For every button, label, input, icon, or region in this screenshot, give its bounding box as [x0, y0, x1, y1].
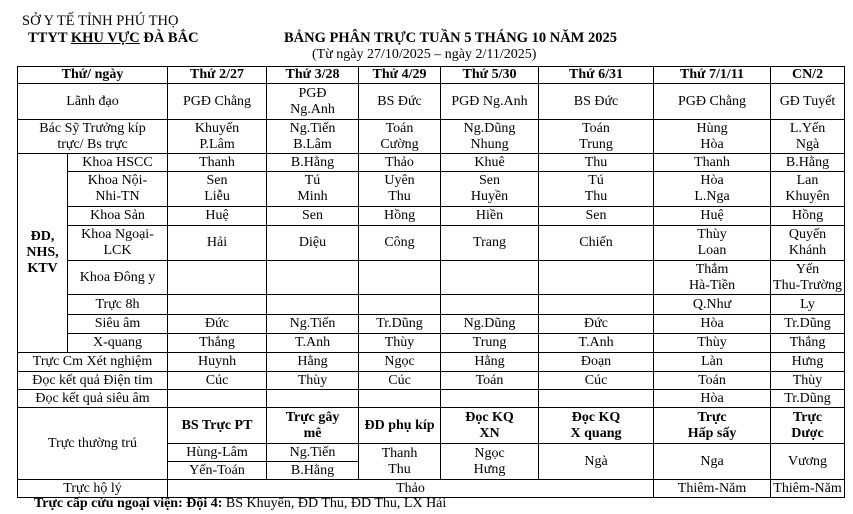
footer-text: BS Khuyến, ĐD Thu, ĐD Thu, LX Hải	[222, 496, 447, 511]
cell: Tr.Dũng	[771, 315, 845, 334]
day-header: Thứ 3/28	[267, 67, 359, 84]
footer-bold: Trực cấp cứu ngoại viện: Đội 4:	[34, 496, 223, 511]
cell: Đoạn	[539, 353, 654, 372]
sub-label: Siêu âm	[68, 315, 168, 334]
cell: B.Hằng	[771, 154, 845, 172]
cell: Lan Khuyên	[771, 172, 845, 207]
date-range-subtitle: (Từ ngày 27/10/2025 – ngày 2/11/2025)	[312, 47, 537, 62]
cell: PGĐ Chằng	[168, 84, 267, 120]
cell	[539, 261, 654, 295]
org-underlined: KHU VỰC	[70, 30, 140, 46]
cell: Chiến	[539, 226, 654, 261]
row-x-quang	[18, 334, 845, 353]
day-header: Thứ 4/29	[359, 67, 441, 84]
row-bac-sy	[18, 120, 845, 154]
page-title: BẢNG PHÂN TRỰC TUẦN 5 THÁNG 10 NĂM 2025	[284, 30, 617, 46]
cell: Huynh	[168, 353, 267, 372]
cell: Ng.Dũng Nhung	[441, 120, 539, 154]
cell: Hòa L.Nga	[654, 172, 771, 207]
org-prefix: TTYT	[28, 30, 71, 46]
corner-label: Thứ/ ngày	[18, 67, 168, 84]
sub-label: Khoa Đông y	[68, 261, 168, 295]
sub-header: Trực Hấp sấy	[654, 408, 771, 444]
cell: Thắm Hà-Tiền	[654, 261, 771, 295]
cell: PGĐ Ng.Anh	[441, 84, 539, 120]
row-khoa-ngoai	[18, 226, 845, 261]
cell: Ng.Tiến	[267, 315, 359, 334]
row-label: Bác Sỹ Trưởng kíp trực/ Bs trực	[18, 120, 168, 154]
row-truc-8h	[18, 295, 845, 315]
cell: PGĐ Ng.Anh	[267, 84, 359, 120]
cell: Sen Liễu	[168, 172, 267, 207]
cell: B.Hằng	[267, 154, 359, 172]
cell	[359, 261, 441, 295]
cell: Yến-Toán	[168, 462, 267, 480]
row-label: Trực hộ lý	[18, 480, 168, 498]
duty-roster-table	[17, 66, 845, 498]
row-label: Trực thường trú	[18, 408, 168, 480]
footer-note	[34, 496, 446, 512]
cell: Thắng	[168, 334, 267, 353]
cell: L.Yến Ngà	[771, 120, 845, 154]
cell: Thanh	[168, 154, 267, 172]
sub-label: Trực 8h	[68, 295, 168, 315]
cell: Sen	[267, 207, 359, 226]
cell: Q.Như	[654, 295, 771, 315]
cell: Hòa	[654, 315, 771, 334]
day-header: Thứ 2/27	[168, 67, 267, 84]
row-doc-sieu-am	[18, 390, 845, 408]
cell	[267, 295, 359, 315]
cell: Toán	[654, 372, 771, 390]
cell	[441, 261, 539, 295]
cell: Thảo	[168, 480, 654, 498]
cell	[168, 390, 267, 408]
row-xet-nghiem	[18, 353, 845, 372]
row-lanh-dao	[18, 84, 845, 120]
cell: GĐ Tuyết	[771, 84, 845, 120]
cell: Toán	[441, 372, 539, 390]
cell: Khuyến P.Lâm	[168, 120, 267, 154]
cell: Nga	[654, 444, 771, 480]
cell: Hưng	[771, 353, 845, 372]
cell: T.Anh	[267, 334, 359, 353]
cell: BS Đức	[539, 84, 654, 120]
cell: Ngọc	[359, 353, 441, 372]
cell: Hải	[168, 226, 267, 261]
cell: Hằng	[441, 353, 539, 372]
cell	[539, 295, 654, 315]
cell: Đức	[539, 315, 654, 334]
cell: Toán Trung	[539, 120, 654, 154]
cell	[441, 295, 539, 315]
cell	[168, 261, 267, 295]
day-header: Thứ 5/30	[441, 67, 539, 84]
cell: Toán Cường	[359, 120, 441, 154]
cell: Trung	[441, 334, 539, 353]
sub-label: Khoa Ngoại- LCK	[68, 226, 168, 261]
cell: Thanh Thu	[359, 444, 441, 480]
cell: T.Anh	[539, 334, 654, 353]
cell: Tú Minh	[267, 172, 359, 207]
cell: Tr.Dũng	[359, 315, 441, 334]
cell: Hòa	[654, 390, 771, 408]
cell: Làn	[654, 353, 771, 372]
cell: Hùng-Lâm	[168, 444, 267, 462]
cell: Ng.Tiến B.Lâm	[267, 120, 359, 154]
org-line-1: SỞ Y TẾ TỈNH PHÚ THỌ	[22, 13, 179, 29]
cell	[267, 390, 359, 408]
cell: Thùy Loan	[654, 226, 771, 261]
cell: Thiêm-Năm	[654, 480, 771, 498]
cell	[359, 390, 441, 408]
row-khoa-hscc	[18, 154, 845, 172]
row-ho-ly	[18, 480, 845, 498]
sub-label: Khoa Sản	[68, 207, 168, 226]
cell: Ly	[771, 295, 845, 315]
cell: PGĐ Chằng	[654, 84, 771, 120]
header-row	[18, 67, 845, 84]
group-label-dd-nhs-ktv: ĐD, NHS, KTV	[18, 154, 68, 353]
cell: Cúc	[539, 372, 654, 390]
row-khoa-san	[18, 207, 845, 226]
cell: Huệ	[654, 207, 771, 226]
cell	[441, 390, 539, 408]
sub-header: BS Trực PT	[168, 408, 267, 444]
cell: Hồng	[771, 207, 845, 226]
cell: Diệu	[267, 226, 359, 261]
row-label: Đọc kết quả Điện tim	[18, 372, 168, 390]
cell: Ngà	[539, 444, 654, 480]
cell: Công	[359, 226, 441, 261]
row-sieu-am	[18, 315, 845, 334]
cell: Hiền	[441, 207, 539, 226]
cell: Uyên Thu	[359, 172, 441, 207]
cell: Trang	[441, 226, 539, 261]
cell: Thùy	[267, 372, 359, 390]
cell	[168, 295, 267, 315]
cell: Tr.Dũng	[771, 390, 845, 408]
org-suffix: ĐÀ BẮC	[139, 30, 199, 46]
cell	[539, 390, 654, 408]
cell: Hùng Hòa	[654, 120, 771, 154]
cell: Thảo	[359, 154, 441, 172]
sub-header: ĐD phụ kíp	[359, 408, 441, 444]
day-header: Thứ 7/1/11	[654, 67, 771, 84]
cell: Sen	[539, 207, 654, 226]
sub-label: X-quang	[68, 334, 168, 353]
org-line-2	[28, 30, 199, 47]
row-khoa-noi	[18, 172, 845, 207]
cell: Thắng	[771, 334, 845, 353]
row-thuong-tru-header	[18, 408, 845, 444]
cell: Ng.Dũng	[441, 315, 539, 334]
sub-label: Khoa HSCC	[68, 154, 168, 172]
cell: Thùy	[654, 334, 771, 353]
cell: Huệ	[168, 207, 267, 226]
row-label: Lãnh đạo	[18, 84, 168, 120]
cell: Yến Thu-Trường	[771, 261, 845, 295]
cell: Thanh	[654, 154, 771, 172]
row-dien-tim	[18, 372, 845, 390]
sub-header: Đọc KQ XN	[441, 408, 539, 444]
cell: Vương	[771, 444, 845, 480]
cell: Sen Huyền	[441, 172, 539, 207]
cell: Quyến Khánh	[771, 226, 845, 261]
cell: Tú Thu	[539, 172, 654, 207]
cell: Khuê	[441, 154, 539, 172]
cell: Ng.Tiến	[267, 444, 359, 462]
sub-header: Trực Dược	[771, 408, 845, 444]
cell: Hồng	[359, 207, 441, 226]
row-khoa-dong-y	[18, 261, 845, 295]
cell: Thu	[539, 154, 654, 172]
cell	[267, 261, 359, 295]
cell: B.Hằng	[267, 462, 359, 480]
cell: Hằng	[267, 353, 359, 372]
sub-header: Trực gây mê	[267, 408, 359, 444]
day-header: CN/2	[771, 67, 845, 84]
cell: BS Đức	[359, 84, 441, 120]
day-header: Thứ 6/31	[539, 67, 654, 84]
cell: Đức	[168, 315, 267, 334]
sub-label: Khoa Nội- Nhi-TN	[68, 172, 168, 207]
cell: Cúc	[359, 372, 441, 390]
row-label: Đọc kết quả siêu âm	[18, 390, 168, 408]
sub-header: Đọc KQ X quang	[539, 408, 654, 444]
row-label: Trực Cm Xét nghiệm	[18, 353, 168, 372]
cell: Cúc	[168, 372, 267, 390]
cell: Thùy	[359, 334, 441, 353]
cell: Thiêm-Năm	[771, 480, 845, 498]
cell: Ngọc Hưng	[441, 444, 539, 480]
cell: Thùy	[771, 372, 845, 390]
cell	[359, 295, 441, 315]
